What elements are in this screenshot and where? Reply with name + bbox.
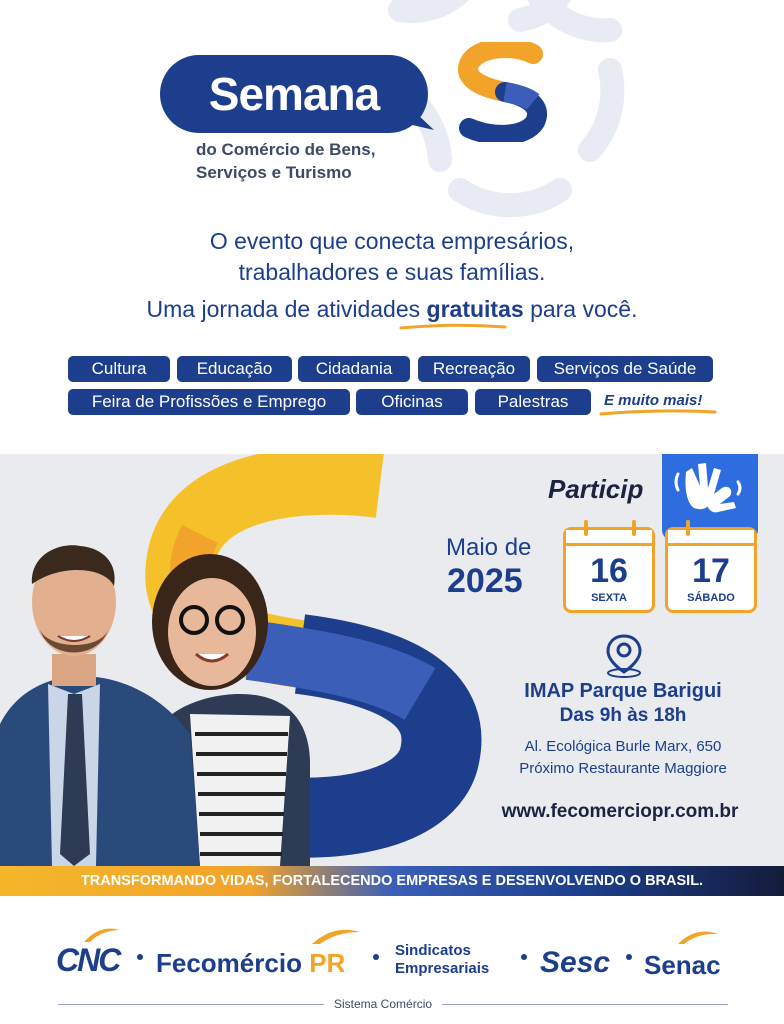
- event-hours: Das 9h às 18h: [559, 705, 687, 726]
- people-photo: [0, 454, 330, 866]
- tagline-line1: O evento que conecta empresários,: [209, 228, 575, 254]
- separator-dot: [626, 954, 632, 960]
- logo-sindicatos-line2: Empresariais: [395, 960, 490, 977]
- tagline-line3-a: Uma jornada de atividades: [146, 296, 421, 322]
- location-pin-icon: [602, 632, 646, 678]
- tagline-line3-b: para você.: [530, 296, 638, 322]
- tagline-highlight: gratuitas: [426, 296, 524, 322]
- highlight-underline: [398, 322, 508, 332]
- senac-swoosh: [676, 928, 720, 946]
- logo-fecomercio-name: Fecomércio: [156, 948, 302, 978]
- subtitle-line2: Serviços e Turismo: [196, 163, 352, 182]
- calendar-ring: [686, 520, 690, 536]
- event-month: Maio de: [446, 534, 532, 561]
- chip-palestras: Palestras: [475, 389, 591, 415]
- calendar-icon: [563, 527, 655, 613]
- calendar-day-1: 16: [590, 552, 628, 590]
- logo-sindicatos-line1: Sindicatos: [395, 942, 471, 959]
- chip-educacao: Educação: [177, 356, 292, 382]
- chip-feira-profissoes: Feira de Profissões e Emprego: [68, 389, 350, 415]
- sistema-comercio-label: Sistema Comércio: [324, 997, 442, 1011]
- separator-dot: [373, 954, 379, 960]
- muito-mais-label: E muito mais!: [604, 392, 703, 409]
- fecomercio-swoosh: [310, 926, 362, 946]
- logo-fecomercio: [156, 948, 345, 979]
- s-brand-logo: [455, 42, 550, 142]
- semana-title: Semana: [208, 68, 380, 120]
- chip-cultura: Cultura: [68, 356, 170, 382]
- event-section: [0, 454, 784, 866]
- calendar-weekday-1: SEXTA: [591, 592, 627, 604]
- event-year: 2025: [447, 562, 523, 600]
- slogan-text: TRANSFORMANDO VIDAS, FORTALECENDO EMPRESAS E DESENVOLVENDO O BRASIL.: [80, 873, 704, 889]
- calendar-day-2: 17: [692, 552, 730, 590]
- calendar-icon: [665, 527, 757, 613]
- calendar-header: [668, 530, 754, 546]
- address-line1: Al. Ecológica Burle Marx, 650: [524, 738, 722, 755]
- chip-recreacao: Recreação: [418, 356, 530, 382]
- venue-name: IMAP Parque Barigui: [524, 680, 722, 702]
- calendar-header: [566, 530, 652, 546]
- chip-servicos-saude: Serviços de Saúde: [537, 356, 713, 382]
- logo-sesc: Sesc: [540, 946, 611, 979]
- tagline-line2: trabalhadores e suas famílias.: [238, 259, 546, 285]
- calendar-ring: [632, 520, 636, 536]
- chip-cidadania: Cidadania: [298, 356, 410, 382]
- website-link[interactable]: www.fecomerciopr.com.br: [501, 801, 739, 822]
- logo-senac: Senac: [644, 950, 721, 980]
- muito-mais-underline: [598, 408, 718, 418]
- participe-heading: Particip: [548, 474, 644, 504]
- separator-dot: [521, 954, 527, 960]
- logo-fecomercio-pr: PR: [309, 948, 346, 978]
- calendar-ring: [584, 520, 588, 536]
- footer-logos: [0, 896, 784, 1024]
- subtitle-line1: do Comércio de Bens,: [196, 140, 376, 159]
- tagline-line3: [0, 296, 784, 323]
- address-line2: Próximo Restaurante Maggiore: [519, 760, 727, 777]
- calendar-weekday-2: SÁBADO: [687, 592, 735, 604]
- header-section: [0, 0, 784, 454]
- separator-dot: [137, 954, 143, 960]
- chip-oficinas: Oficinas: [356, 389, 468, 415]
- logo-cnc: CNC: [56, 942, 120, 978]
